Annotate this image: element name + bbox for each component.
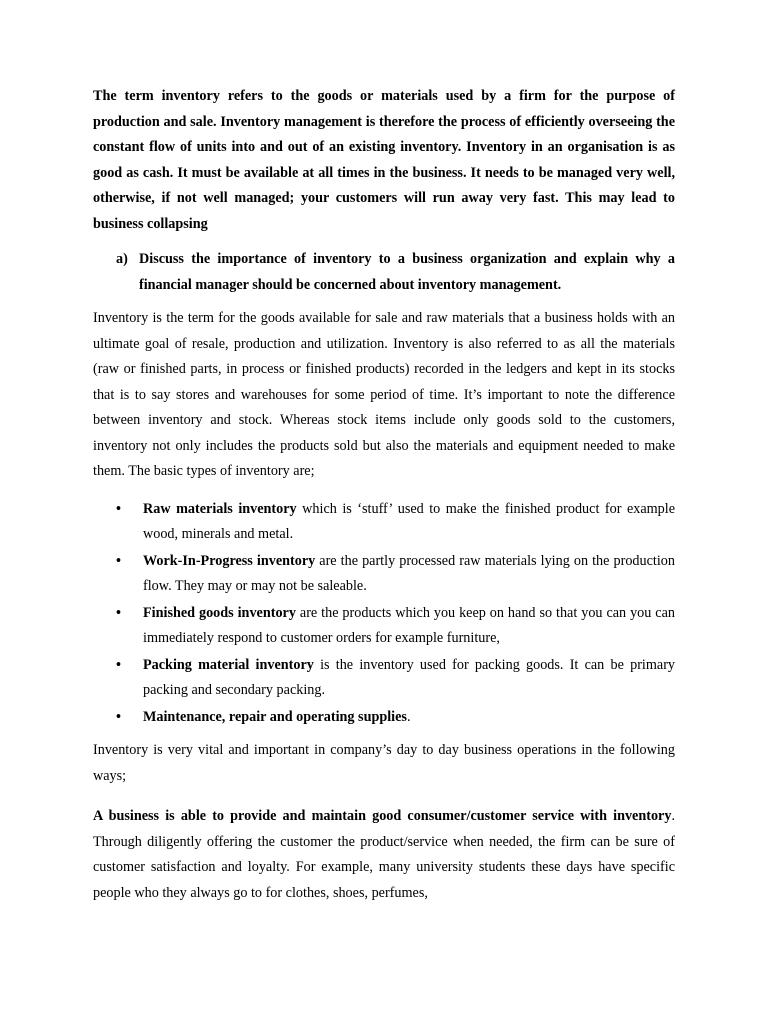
importance-intro-paragraph: Inventory is very vital and important in company’s day to day business operations in the following ways; [93, 742, 675, 784]
bullet-icon: • [116, 656, 121, 673]
document-page [93, 84, 675, 906]
list-item-term: Raw materials inventory [143, 500, 297, 517]
intro-paragraph: The term inventory refers to the goods or materials used by a firm for the purpose of production and sale. Inventory management is therefore the process of efficiently overseeing the constant flow of units into and out of an existing inventory. Inventory in an organisation is as good as cash. It must be available at all times in the business. It needs to be managed very well, otherwise, if not well managed; your customers will run away very fast. This may lead to business collapsing [93, 88, 675, 232]
customer-service-heading: A business is able to provide and maintain good consumer/customer service with inventory [93, 808, 672, 824]
list-item-term: Finished goods inventory [143, 604, 296, 621]
list-item [93, 549, 675, 600]
customer-service-text: . Through diligently offering the customer the product/service when needed, the firm can be sure of customer satisfaction and loyalty. For example, many university students these days have specific people who they always go to for clothes, shoes, perfumes, [93, 808, 675, 901]
list-item [93, 705, 675, 731]
definition-paragraph: Inventory is the term for the goods available for sale and raw materials that a business holds with an ultimate goal of resale, production and utilization. Inventory is also referred to as all the materials (raw or finished parts, in process or finished products) recorded in the ledgers and kept in its stocks that is to say stores and warehouses for some period of time. It’s important to note the difference between inventory and stock. Whereas stock items include only goods sold to the customers, inventory not only includes the products sold but also the materials and equipment needed to make them. The basic types of inventory are; [93, 310, 675, 479]
list-item-term: Packing material inventory [143, 656, 314, 673]
list-item [93, 653, 675, 704]
bullet-icon: • [116, 552, 121, 569]
list-item [93, 497, 675, 548]
list-item-term: Maintenance, repair and operating supplies [143, 708, 407, 725]
list-item-text: which is ‘stuff’ used to make the finished product for example wood, minerals and metal. [143, 500, 676, 542]
bullet-icon: • [116, 708, 121, 725]
question-text: Discuss the importance of inventory to a business organization and explain why a financial manager should be concerned about inventory management. [139, 251, 675, 293]
question-label: a) [116, 251, 128, 267]
list-item-text: are the partly processed raw materials lying on the production flow. They may or may not be saleable. [143, 552, 675, 594]
list-item-text: are the products which you keep on hand so that you can you can immediately respond to customer orders for example furniture, [143, 604, 675, 646]
bullet-icon: • [116, 500, 121, 517]
customer-service-paragraph [93, 804, 675, 906]
list-item-term: Work-In-Progress inventory [143, 552, 316, 569]
list-item-text: is the inventory used for packing goods. It can be primary packing and secondary packing. [143, 656, 676, 698]
list-item [93, 601, 675, 652]
bullet-icon: • [116, 604, 121, 621]
list-item-text: . [406, 708, 411, 725]
inventory-types-list [93, 497, 675, 731]
question-a [93, 247, 675, 298]
